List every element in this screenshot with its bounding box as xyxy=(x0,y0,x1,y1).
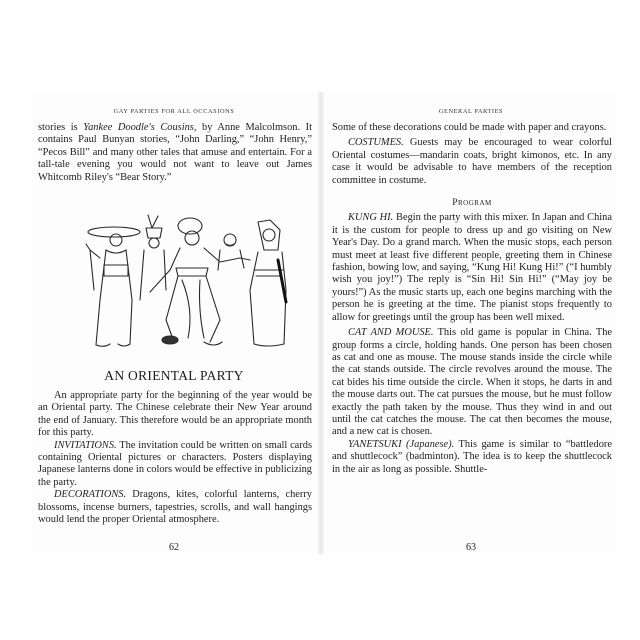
yanetsuki-text: This game is similar to “battledore and shuttlecock” (badminton). The idea is to keep the shuttlecock in the air as long as possible. Shuttle- xyxy=(332,438,612,475)
decorations-text: Dragons, kites, colorful lanterns, cherry blossoms, incense burners, tapestries, scrolls, and wall hangings would lend the proper Oriental atmosphere. xyxy=(38,489,312,526)
left-body-text xyxy=(38,390,312,526)
cat-and-mouse-paragraph xyxy=(332,327,612,439)
intro-text-1: stories is xyxy=(38,122,84,133)
decorations-label: DECORATIONS. xyxy=(54,489,127,501)
kung-hi-label: KUNG HI. xyxy=(348,212,394,224)
left-intro-paragraph xyxy=(38,122,312,184)
invitations-paragraph xyxy=(38,440,312,490)
yanetsuki-origin: (Japanese). xyxy=(401,438,455,450)
left-page xyxy=(30,92,318,554)
cat-and-mouse-text: This old game is popular in China. The group forms a circle, holding hands. One person has been chosen as cat and one as mouse. The mouse stands inside the circle while the cat stands outside. The circle revolves around the mouse. The cat bides his time outside the circle. When it stops, he darts in and the mouse darts out. The cat pursues the mouse, but he must follow exactly the path taken by the mouse. Thus they wind in and out until the cat catches the mouse. The cat then becomes the mouse, and a new cat is chosen. xyxy=(332,327,613,438)
kung-hi-paragraph xyxy=(332,212,612,324)
right-page-number: 63 xyxy=(466,542,476,553)
book-title-italic: Yankee Doodle's Cousins, xyxy=(83,122,197,133)
intro-text-2: by Anne Malcolmson. It contains Paul Bunyan stories, “John Darling,” “John Henry,” “Pecos Bill” and many other tales that amuse and entertain. For a tall-tale evening you would not want to leave out James Whitcomb Riley's “Bear Story.” xyxy=(38,122,312,183)
right-page xyxy=(324,92,618,554)
invitations-text: The invitation could be written on small cards containing Oriental pictures or characters. Posters displaying Japanese lanterns done in colors would be effective in publicizing the party. xyxy=(38,439,312,488)
decorations-paragraph xyxy=(38,489,312,526)
right-running-head: GENERAL PARTIES xyxy=(438,108,504,115)
kung-hi-text: Begin the party with this mixer. In Japan and China it is the custom for people to dress up and go visiting on New Year's Day. Do a grand march. When the music stops, each person must meet at least five different people, greeting them in Chinese fashion, bowing low, and saying, “Kung Hi! Kung Hi!” (“I humbly wish you joy!”) The reply is “Sin Hi! Sin Hi!” (“May joy be yours!”) As the music starts up, each one begins marching with the person he is greeting at the time. The pianist stops frequently to allow for greetings until the group has been well mixed. xyxy=(332,212,612,323)
costumes-paragraph xyxy=(332,137,612,187)
decorations-continued: Some of these decorations could be made with paper and crayons. xyxy=(332,122,607,133)
yanetsuki-label: YANETSUKI xyxy=(348,438,402,450)
oriental-party-illustration xyxy=(70,210,290,360)
program-heading: Program xyxy=(452,198,492,209)
left-running-head: GAY PARTIES FOR ALL OCCASIONS xyxy=(113,108,235,115)
yanetsuki-paragraph xyxy=(332,439,612,476)
section-title: AN ORIENTAL PARTY xyxy=(104,368,244,383)
left-page-number: 62 xyxy=(169,542,179,553)
invitations-label: INVITATIONS. xyxy=(54,439,117,451)
costumes-text: Guests may be encouraged to wear colorful Oriental costumes—mandarin coats, bright kimonos, etc. In any case it would be advisable to have members of the reception committee in costume. xyxy=(332,137,612,186)
section-intro-paragraph: An appropriate party for the beginning of the year would be an Oriental party. The Chinese celebrate their New Year around the end of January. This therefore would be an appropriate month for this party. xyxy=(38,390,312,439)
cat-and-mouse-label: CAT AND MOUSE. xyxy=(348,327,434,339)
right-body-text xyxy=(332,122,612,476)
costumes-label: COSTUMES. xyxy=(348,137,404,149)
